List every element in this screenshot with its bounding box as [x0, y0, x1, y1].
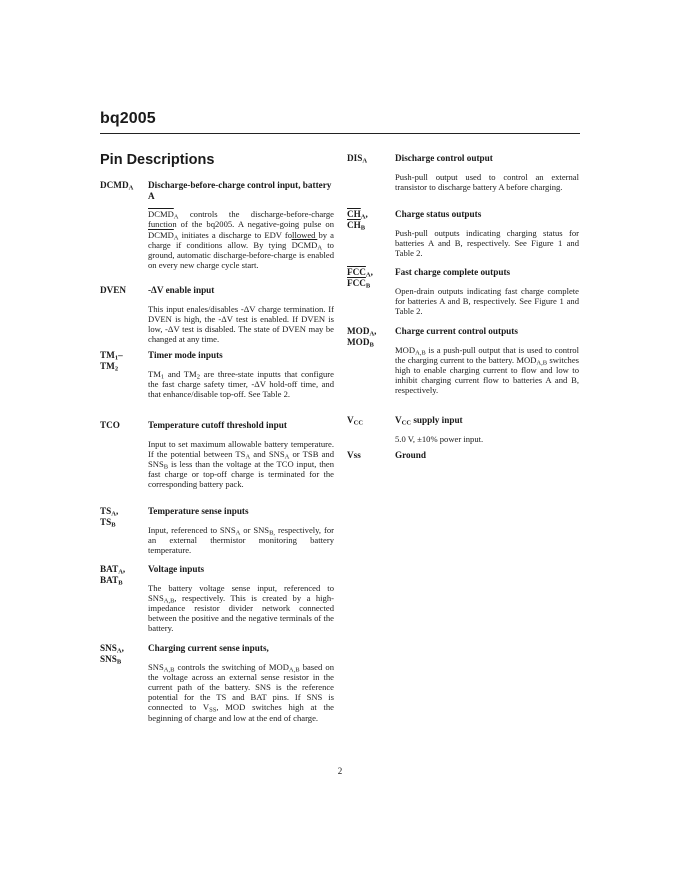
pin-bat — [100, 564, 334, 634]
pin-name: $\overline{FCC}_A$, $\overline{FCC}_B$ — [347, 267, 373, 290]
pin-name: $DCMD_A$ — [100, 180, 134, 192]
pin-description: 5.0 V, ±10% power input. — [395, 433, 484, 444]
pin-title: Timer mode inputs — [148, 350, 223, 360]
pin-name: $DIS_A$ — [347, 153, 368, 165]
header-rule — [100, 133, 580, 134]
pin-name: $SNS_A$, $SNS_B$ — [100, 643, 124, 666]
pin-description: Push-pull output used to control an external transistor to discharge battery A before charging. — [395, 171, 579, 192]
pin-name: $TS_A$, $TS_B$ — [100, 506, 119, 529]
pin-title: Charge status outputs — [395, 209, 482, 219]
pin-title: Temperature cutoff threshold input — [148, 420, 287, 430]
pin-title: Charge current control outputs — [395, 326, 518, 336]
pin-description: $DCMD_A$ controls the discharge-before-charge function of the bq2005. A negative-going pulse on $DCMD_A$ initiates a discharge to EDV followed by a charge if conditions allow. By tying $DCMD_A$ to ground, automatic discharge-before-charge is enabled on every new charge cycle start. — [148, 209, 334, 271]
pin-description: Push-pull outputs indicating charging status for batteries A and B, respectively. See Figure 1 and Table 2. — [395, 227, 579, 258]
pin-name: DVEN — [100, 285, 127, 295]
pin-dcmda — [100, 180, 334, 270]
pin-title: Fast charge complete outputs — [395, 267, 511, 277]
pin-title: Voltage inputs — [148, 564, 205, 574]
pin-name: Vss — [347, 450, 361, 460]
pin-description: This input enales/disables -ΔV charge termination. If DVEN is high, the -ΔV test is enabled. If DVEN is low, -ΔV test is disabled. The state of DVEN may be changed at any time. — [148, 303, 334, 345]
pin-name: TCO — [100, 420, 120, 430]
pin-name: $V_{CC}$ — [347, 415, 364, 427]
pin-title: Temperature sense inputs — [148, 506, 249, 516]
pin-title: Charging current sense inputs, — [148, 643, 269, 653]
pin-description: Input, referenced to $SNS_A$ or $SNS_{B,}$ respectively, for an external thermistor monitoring battery temperature. — [148, 524, 334, 555]
pin-description: $MOD_{A,B}$ is a push-pull output that is used to control the charging current to the battery. $MOD_{A,B}$ switches high to enable charging current to flow and low to inhibit charging current flow to batteries A and B, respectively. — [395, 344, 579, 396]
pin-title: -ΔV enable input — [148, 285, 215, 295]
pin-ch — [347, 209, 579, 258]
pin-title: Discharge control output — [395, 153, 493, 163]
pin-description: The battery voltage sense input, referenced to $SNS_{A,B}$, respectively. This is created by a high-impedance resistor divider network connected between the positive and the negative terminals of the battery. — [148, 582, 334, 634]
pin-name: $MOD_A$, $MOD_B$ — [347, 326, 377, 349]
section-title: Pin Descriptions — [100, 152, 215, 168]
pin-tco — [100, 420, 334, 490]
pin-sns — [100, 643, 334, 723]
pin-title: Discharge-before-charge control input, battery A — [148, 180, 332, 201]
pin-name: $BAT_A$, $BAT_B$ — [100, 564, 126, 587]
pin-title: Ground — [395, 450, 426, 460]
pin-description: Open-drain outputs indicating fast charge complete for batteries A and B, respectively. See Figure 1 and Table 2. — [395, 285, 579, 316]
pin-dven — [100, 285, 334, 344]
pin-description: $SNS_{A,B}$ controls the switching of $MOD_{A,B}$ based on the voltage across an external sense resistor in the current path of the battery. SNS is the reference potential for the TS and BAT pins. If SNS is connected to $V_{SS}$, MOD switches high at the beginning of charge and low at the end of charge. — [148, 661, 334, 723]
pin-vss — [347, 450, 579, 461]
pin-description: Input to set maximum allowable battery temperature. If the potential between $TS_A$ and $SNS_A$ or TSB and $SNS_B$ is less than the voltage at the TCO input, then fast charge or top-off charge is terminated for the corresponding battery pack. — [148, 438, 334, 490]
pin-mod — [347, 326, 579, 396]
pin-tm — [100, 350, 334, 399]
pin-ts — [100, 506, 334, 555]
pin-description: $TM_1$ and $TM_2$ are three-state inputts that configure the fast charge safety timer, -ΔV hold-off time, and that enhance/disable top-off. See Table 2. — [148, 368, 334, 399]
pin-vcc — [347, 415, 579, 444]
pin-fcc — [347, 267, 579, 316]
document-title: bq2005 — [100, 110, 156, 127]
pin-dis — [347, 153, 579, 192]
pin-name: $TM_1-$ $TM_2$ — [100, 350, 123, 373]
pin-title: $V_{CC}$ supply input — [395, 415, 463, 427]
page-number: 2 — [337, 766, 343, 776]
pin-name: $\overline{CH}_A$, $\overline{CH}_B$ — [347, 209, 368, 232]
